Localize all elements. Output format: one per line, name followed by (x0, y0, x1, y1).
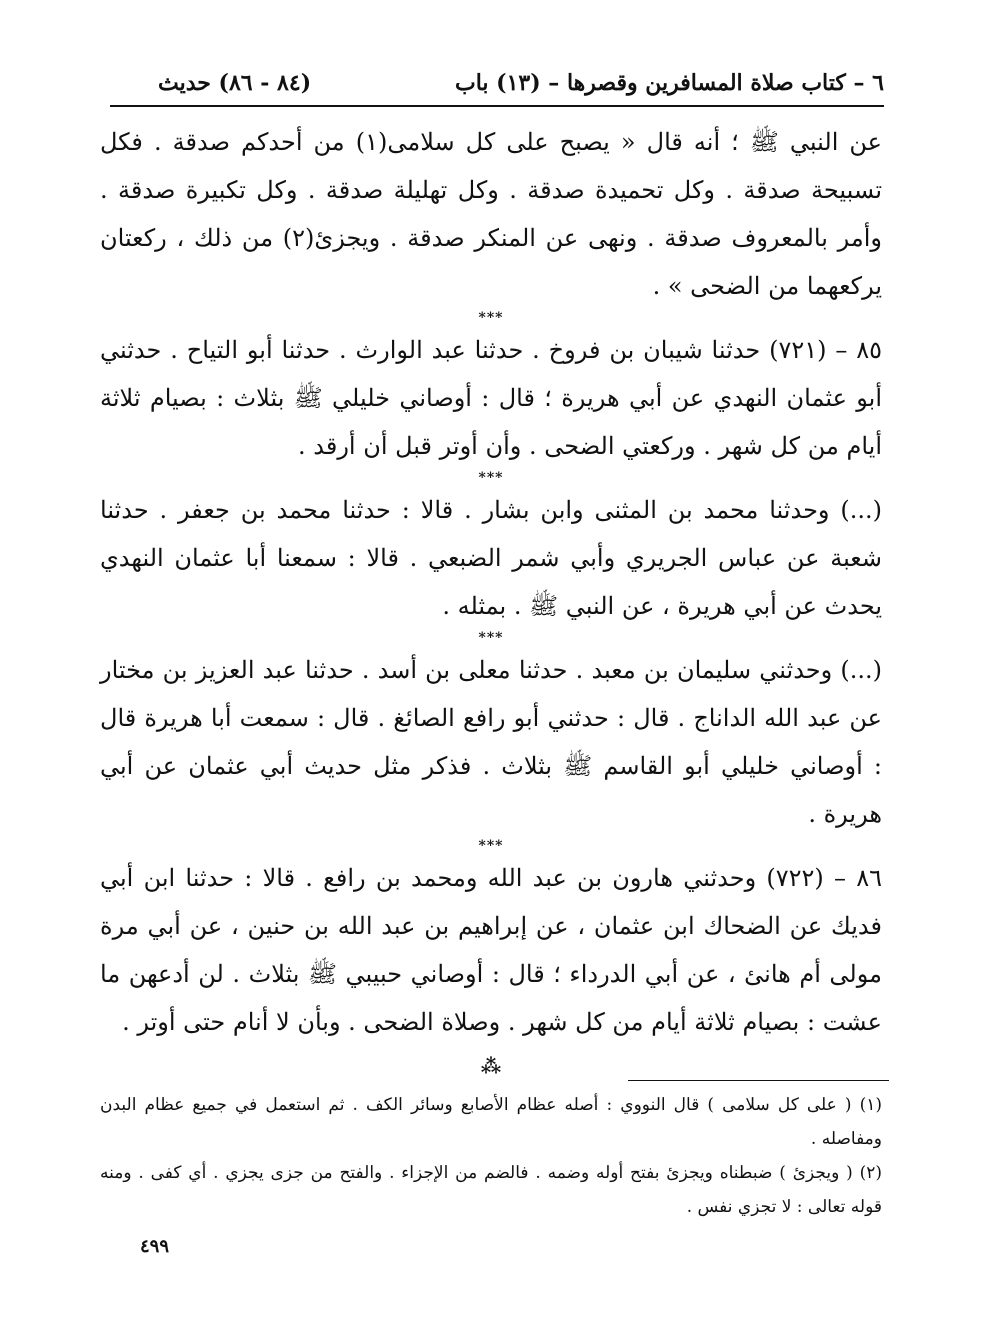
hadith-86: ٨٦ – (٧٢٢) وحدثني هارون بن عبد الله ومحمد بن رافع . قالا : حدثنا ابن أبي فديك عن الضحاك ابن عثمان ، عن إبراهيم بن عبد الله بن حنين ، عن أبي مرة مولى أم هانئ ، عن أبي الدرداء ؛ قال : أوصاني حبيبي ﷺ بثلاث . لن أدعهن ما عشت : بصيام ثلاثة أيام من كل شهر . وصلاة الضحى . وبأن لا أنام حتى أوتر . (100, 864, 883, 1036)
end-ornament: ⁂ (480, 1054, 502, 1078)
main-text (100, 118, 882, 1078)
separator-stars: *** (478, 838, 504, 854)
footnotes (100, 1088, 882, 1224)
paragraph-continuation: عن النبي ﷺ ؛ أنه قال « يصبح على كل سلامى(١) من أحدكم صدقة . فكل تسبيحة صدقة . وكل تحميدة صدقة . وكل تهليلة صدقة . وكل تكبيرة صدقة . وأمر بالمعروف صدقة . ونهى عن المنكر صدقة . ويجزئ(٢) من ذلك ، ركعتان يركعهما من الضحى » . (100, 128, 883, 300)
page-number: ٤٩٩ (140, 1236, 170, 1257)
chapter-title: ٦ – كتاب صلاة المسافرين وقصرها – (١٣) باب (454, 70, 884, 96)
footnote-rule (628, 1080, 889, 1081)
footnote-1: (١) ( على كل سلامى ) قال النووي : أصله عظام الأصابع وسائر الكف . ثم استعمل في جميع عظام البدن ومفاصله . (100, 1095, 882, 1149)
separator-stars: *** (478, 310, 504, 326)
hadith-85-variant-2: (...) وحدثني سليمان بن معبد . حدثنا معلى بن أسد . حدثنا عبد العزيز بن مختار عن عبد الله الداناج . قال : حدثني أبو رافع الصائغ . قال : سمعت أبا هريرة قال : أوصاني خليلي أبو القاسم ﷺ بثلاث . فذكر مثل حديث أبي عثمان عن أبي هريرة . (100, 656, 882, 828)
footnote-2: (٢) ( ويجزئ ) ضبطناه ويجزئ بفتح أوله وضمه . فالضم من الإجزاء . والفتح من جزى يجزي . أي كفى . ومنه قوله تعالى : لا تجزي نفس . (100, 1163, 882, 1217)
hadith-85: ٨٥ – (٧٢١) حدثنا شيبان بن فروخ . حدثنا عبد الوارث . حدثنا أبو التياح . حدثني أبو عثمان النهدي عن أبي هريرة ؛ قال : أوصاني خليلي ﷺ بثلاث : بصيام ثلاثة أيام من كل شهر . وركعتي الضحى . وأن أوتر قبل أن أرقد . (100, 336, 883, 460)
header-rule (110, 105, 884, 107)
separator-stars: *** (478, 470, 504, 486)
hadith-85-variant-1: (...) وحدثنا محمد بن المثنى وابن بشار . قالا : حدثنا محمد بن جعفر . حدثنا شعبة عن عباس الجريري وأبي شمر الضبعي . قالا : سمعنا أبا عثمان النهدي يحدث عن أبي هريرة ، عن النبي ﷺ . بمثله . (100, 496, 882, 620)
separator-stars: *** (478, 630, 504, 646)
running-header (110, 70, 884, 104)
hadith-range: (٨٤ - ٨٦) حديث (158, 70, 312, 96)
